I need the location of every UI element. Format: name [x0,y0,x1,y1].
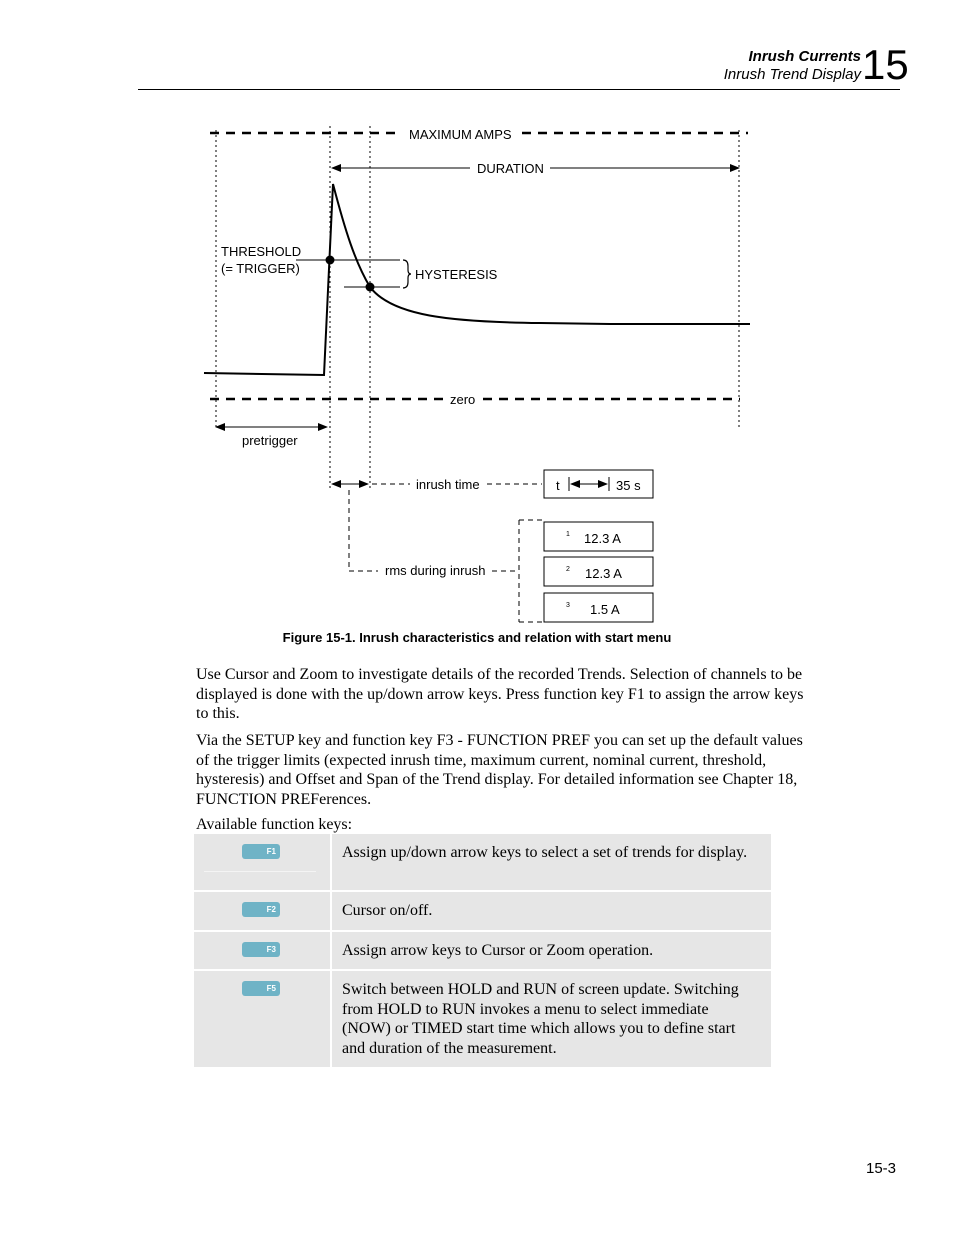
chapter-title: Inrush Currents [748,48,861,65]
page-number: 15-3 [866,1160,897,1177]
trigger-label: (= TRIGGER) [221,261,300,276]
reading-index-3: 3 [566,602,570,609]
reading-value-1: 12.3 A [584,531,621,546]
function-key-table [194,834,771,1067]
table-row [194,931,771,971]
hysteresis-label: HYSTERESIS [415,267,498,282]
reading-index-2: 2 [566,566,570,573]
pretrigger-label: pretrigger [242,433,298,448]
f5-key-icon: F5 [242,981,280,996]
hysteresis-brace [403,260,411,288]
table-row [194,891,771,931]
hysteresis-point [366,283,375,292]
chapter-number: 15 [862,41,909,88]
inrush-time-value: 35 s [616,478,641,493]
reading-index-1: 1 [566,531,570,538]
time-symbol: t [556,478,560,493]
duration-label: DURATION [477,161,544,176]
rms-leader [349,490,544,622]
figure-caption: Figure 15-1. Inrush characteristics and relation with start menu [282,630,672,645]
cell-divider [204,871,316,872]
paragraph-setup: Via the SETUP key and function key F3 - FUNCTION PREF you can set up the default values of the trigger limits (expected inrush time, maximum current, nominal current, threshold, hysteresis) and Offset and Span of the Trend display. For detailed information see Chapter 18, FUNCTION PREFerences. [196,732,803,808]
f2-description: Cursor on/off. [331,891,771,931]
trigger-point [326,256,335,265]
inrush-time-label: inrush time [416,477,480,492]
maximum-amps-label: MAXIMUM AMPS [409,127,512,142]
f5-description: Switch between HOLD and RUN of screen update. Switching from HOLD to RUN invokes a menu to select immediate (NOW) or TIMED start time which allows you to define start and duration of the measurement. [331,970,771,1067]
rms-during-inrush-label: rms during inrush [385,563,486,578]
f3-description: Assign arrow keys to Cursor or Zoom operation. [331,931,771,971]
f2-key-icon: F2 [242,902,280,917]
key-cell [194,931,331,971]
reading-value-3: 1.5 A [590,602,620,617]
threshold-label: THRESHOLD [221,244,302,259]
f3-key-icon: F3 [242,942,280,957]
reading-value-2: 12.3 A [585,566,622,581]
table-row [194,970,771,1067]
zero-label: zero [450,392,476,407]
section-title: Inrush Trend Display [723,66,861,83]
table-row [194,834,771,891]
key-cell [194,970,331,1067]
f1-key-icon: F1 [242,844,280,859]
key-cell [194,834,331,891]
paragraph-cursor-zoom: Use Cursor and Zoom to investigate details of the recorded Trends. Selection of channels to be displayed is done with the up/down arrow keys. Press function key F1 to assign the arrow keys to this. [196,666,804,722]
paragraph-function-keys-intro: Available function keys: [196,816,353,833]
key-cell [194,891,331,931]
f1-description: Assign up/down arrow keys to select a set of trends for display. [331,834,771,891]
